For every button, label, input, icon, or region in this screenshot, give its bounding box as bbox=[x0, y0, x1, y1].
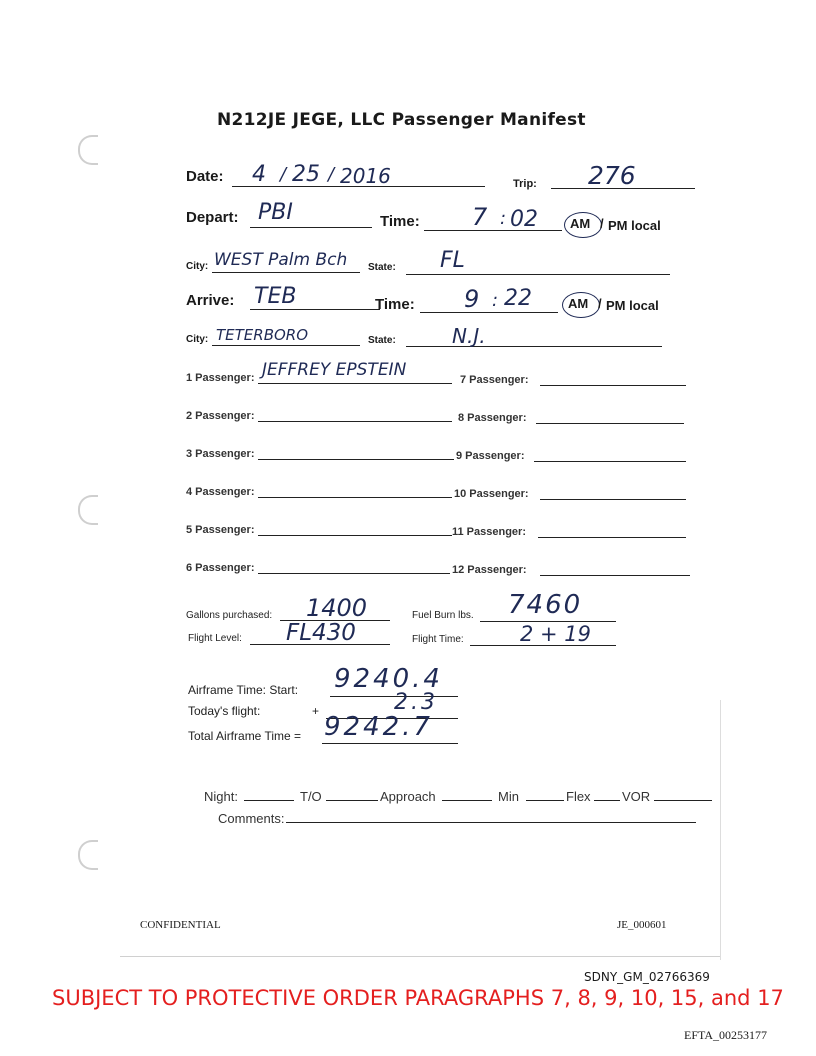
vor-underline bbox=[654, 800, 712, 801]
arrive-minute: 22 bbox=[504, 286, 532, 311]
passenger-11-underline bbox=[538, 537, 686, 538]
to-underline bbox=[326, 800, 378, 801]
arrive-state-label: State: bbox=[368, 335, 396, 346]
passenger-1-name: JEFFREY EPSTEIN bbox=[262, 360, 407, 380]
arrive-state-value: N.J. bbox=[452, 324, 486, 348]
passenger-1-underline bbox=[258, 383, 452, 384]
passenger-7-label: 7 Passenger: bbox=[460, 374, 529, 386]
depart-slash: / bbox=[600, 216, 604, 231]
airframe-start-value: 9240.4 bbox=[334, 664, 443, 694]
gallons-value: 1400 bbox=[306, 594, 368, 622]
arrive-colon: : bbox=[492, 290, 499, 311]
arrive-am: AM bbox=[568, 296, 589, 311]
passenger-3-label: 3 Passenger: bbox=[186, 448, 255, 460]
flight-level-value: FL430 bbox=[286, 620, 356, 646]
flex-underline bbox=[594, 800, 620, 801]
trip-label: Trip: bbox=[513, 178, 537, 190]
passenger-4-underline bbox=[258, 497, 452, 498]
passenger-2-label: 2 Passenger: bbox=[186, 410, 255, 422]
comments-underline bbox=[286, 822, 696, 823]
passenger-5-underline bbox=[258, 535, 452, 536]
confidential-label: CONFIDENTIAL bbox=[140, 919, 221, 931]
passenger-11-label: 11 Passenger: bbox=[452, 526, 526, 538]
approach-label: Approach bbox=[380, 789, 436, 804]
gallons-label: Gallons purchased: bbox=[186, 610, 273, 621]
depart-label: Depart: bbox=[186, 209, 239, 226]
vor-label: VOR bbox=[622, 789, 651, 804]
date-year: 2016 bbox=[340, 164, 391, 188]
arrive-city-label: City: bbox=[186, 334, 209, 345]
depart-city-label: City: bbox=[186, 261, 209, 272]
todays-flight-value: 2.3 bbox=[394, 690, 438, 715]
arrive-city-underline bbox=[212, 345, 360, 346]
passenger-7-underline bbox=[540, 385, 686, 386]
passenger-6-underline bbox=[258, 573, 450, 574]
trip-value: 276 bbox=[588, 161, 636, 190]
total-airframe-value: 9242.7 bbox=[324, 712, 433, 742]
form-title: N212JE JEGE, LLC Passenger Manifest bbox=[217, 110, 586, 130]
passenger-9-label: 9 Passenger: bbox=[456, 450, 525, 462]
passenger-12-label: 12 Passenger: bbox=[452, 564, 527, 576]
page-edge-shadow bbox=[720, 700, 721, 960]
passenger-9-underline bbox=[534, 461, 686, 462]
footer-scan-edge bbox=[120, 956, 720, 957]
comments-label: Comments: bbox=[218, 811, 285, 826]
passenger-8-underline bbox=[536, 423, 684, 424]
passenger-4-label: 4 Passenger: bbox=[186, 486, 255, 498]
passenger-3-underline bbox=[258, 459, 454, 460]
depart-city-value: WEST Palm Bch bbox=[214, 250, 348, 270]
approach-underline bbox=[442, 800, 492, 801]
depart-underline bbox=[250, 227, 372, 228]
je-bates-number: JE_000601 bbox=[617, 919, 667, 931]
fuel-burn-label: Fuel Burn lbs. bbox=[412, 610, 474, 621]
passenger-2-underline bbox=[258, 421, 452, 422]
binder-hole-bottom bbox=[78, 840, 98, 870]
fuel-burn-value: 7460 bbox=[508, 590, 583, 620]
date-month: 4 bbox=[252, 162, 266, 187]
depart-state-label: State: bbox=[368, 262, 396, 273]
min-underline bbox=[526, 800, 564, 801]
flex-label: Flex bbox=[566, 789, 591, 804]
todays-flight-plus: + bbox=[312, 704, 320, 718]
depart-time-label: Time: bbox=[380, 213, 420, 230]
binder-hole-top bbox=[78, 135, 98, 165]
airframe-start-label: Airframe Time: Start: bbox=[188, 683, 299, 697]
depart-hour: 7 bbox=[472, 203, 488, 231]
passenger-6-label: 6 Passenger: bbox=[186, 562, 255, 574]
passenger-1-label: 1 Passenger: bbox=[186, 372, 255, 384]
depart-city-underline bbox=[212, 272, 360, 273]
arrive-time-underline bbox=[420, 312, 558, 313]
date-slash-2: / bbox=[328, 164, 335, 185]
arrive-hour: 9 bbox=[464, 285, 480, 313]
flight-level-label: Flight Level: bbox=[188, 633, 242, 644]
date-day: 25 bbox=[292, 162, 320, 187]
total-airframe-label: Total Airframe Time = bbox=[188, 729, 302, 743]
depart-value: PBI bbox=[258, 200, 293, 225]
depart-pm-local: PM local bbox=[608, 218, 661, 233]
depart-am: AM bbox=[570, 216, 591, 231]
binder-hole-middle bbox=[78, 495, 98, 525]
passenger-10-underline bbox=[540, 499, 686, 500]
depart-colon: : bbox=[500, 208, 507, 229]
arrive-value: TEB bbox=[254, 284, 297, 309]
arrive-city-value: TETERBORO bbox=[216, 326, 309, 344]
todays-flight-label: Today's flight: bbox=[188, 704, 261, 718]
arrive-pm-local: PM local bbox=[606, 298, 659, 313]
total-airframe-underline bbox=[322, 743, 458, 744]
passenger-8-label: 8 Passenger: bbox=[458, 412, 527, 424]
date-label: Date: bbox=[186, 168, 224, 185]
passenger-12-underline bbox=[540, 575, 690, 576]
date-slash-1: / bbox=[280, 164, 287, 185]
flight-time-label: Flight Time: bbox=[412, 634, 464, 645]
to-label: T/O bbox=[300, 789, 322, 804]
sdny-bates-number: SDNY_GM_02766369 bbox=[584, 970, 710, 984]
depart-state-value: FL bbox=[440, 248, 465, 273]
depart-time-underline bbox=[424, 230, 562, 231]
arrive-slash: / bbox=[598, 296, 602, 311]
flight-time-value: 2 + 19 bbox=[520, 622, 592, 646]
arrive-time-label: Time: bbox=[375, 296, 415, 313]
depart-state-underline bbox=[406, 274, 670, 275]
arrive-label: Arrive: bbox=[186, 292, 235, 309]
arrive-state-underline bbox=[406, 346, 662, 347]
arrive-underline bbox=[250, 309, 380, 310]
depart-minute: 02 bbox=[510, 207, 538, 232]
protective-order-notice: SUBJECT TO PROTECTIVE ORDER PARAGRAPHS 7, 8, 9, 10, 15, and 17 bbox=[52, 986, 784, 1010]
night-underline bbox=[244, 800, 294, 801]
night-label: Night: bbox=[204, 789, 238, 804]
min-label: Min bbox=[498, 789, 519, 804]
passenger-5-label: 5 Passenger: bbox=[186, 524, 255, 536]
efta-number: EFTA_00253177 bbox=[684, 1028, 768, 1042]
passenger-10-label: 10 Passenger: bbox=[454, 488, 529, 500]
